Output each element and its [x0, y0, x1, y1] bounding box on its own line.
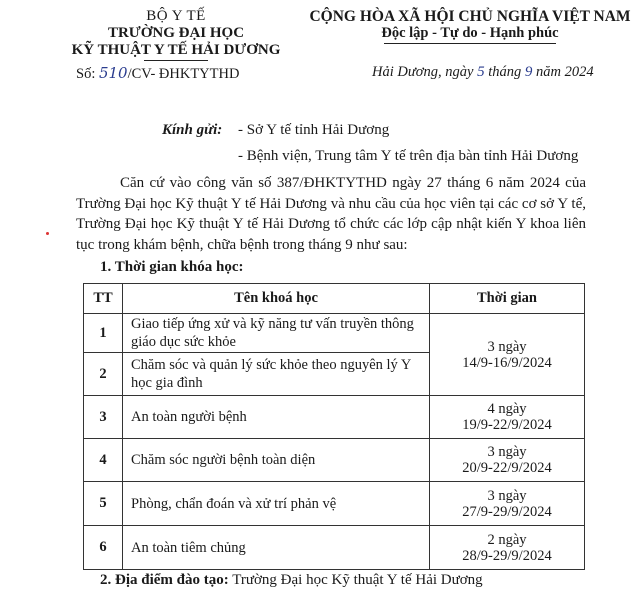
course-name: An toàn người bệnh	[123, 396, 430, 439]
course-name: Chăm sóc người bệnh toàn diện	[123, 439, 430, 482]
course-dates: 19/9-22/9/2024	[462, 417, 552, 433]
table-row	[84, 439, 585, 482]
row-number: 5	[84, 482, 123, 526]
course-schedule-table	[83, 283, 585, 570]
row-number: 1	[84, 314, 123, 353]
course-dates: 20/9-22/9/2024	[462, 460, 552, 476]
table-row	[84, 526, 585, 570]
course-time	[430, 396, 585, 439]
ink-dot	[46, 232, 49, 235]
course-duration: 4 ngày	[487, 401, 527, 417]
section1-title: 1. Thời gian khóa học:	[100, 259, 244, 275]
course-name: An toàn tiêm chủng	[123, 526, 430, 570]
table-header-row	[84, 284, 585, 314]
issue-date	[372, 64, 594, 81]
row-number: 6	[84, 526, 123, 570]
recipient-item: - Bệnh viện, Trung tâm Y tế trên địa bàn tỉnh Hải Dương	[238, 148, 579, 164]
body-paragraph	[76, 173, 586, 255]
course-name: Giao tiếp ứng xử và kỹ năng tư vấn truyền thông giáo dục sức khỏe	[123, 314, 430, 353]
date-day: 5	[477, 64, 485, 80]
course-time	[430, 314, 585, 396]
course-time	[430, 482, 585, 526]
national-header	[300, 8, 640, 44]
school-name-line2: KỸ THUẬT Y TẾ HẢI DƯƠNG	[71, 42, 281, 58]
header-time: Thời gian	[430, 284, 585, 314]
course-time	[430, 439, 585, 482]
row-number: 2	[84, 353, 123, 396]
ministry-name: BỘ Y TẾ	[146, 8, 206, 24]
table-row	[84, 314, 585, 353]
table-row	[84, 396, 585, 439]
national-title: CỘNG HÒA XÃ HỘI CHỦ NGHĨA VIỆT NAM	[309, 8, 631, 25]
document-number	[76, 64, 239, 83]
course-duration: 3 ngày	[487, 444, 527, 460]
header-course-name: Tên khoá học	[123, 284, 430, 314]
row-number: 4	[84, 439, 123, 482]
course-dates: 27/9-29/9/2024	[462, 503, 552, 520]
section2-label: 2. Địa điểm đào tạo:	[100, 572, 229, 588]
recipients-label: Kính gửi:	[162, 122, 223, 138]
header-divider-right	[384, 43, 556, 44]
course-time	[430, 526, 585, 570]
row-number: 3	[84, 396, 123, 439]
course-duration: 2 ngày	[487, 531, 527, 548]
issuer-header	[62, 8, 290, 61]
body-paragraph-text: Căn cứ vào công văn số 387/ĐHKTYTHD ngày 27 tháng 6 năm 2024 của Trường Đại học Kỹ thuật Y tế Hải Dương và nhu cầu của học viên tại các cơ sở Y tế, Trường Đại học Kỹ thuật Y tế Hải Dương tổ chức các lớp cập nhật kiến Y khoa liên tục trong khám bệnh, chữa bệnh trong tháng 9 như sau:	[76, 175, 586, 253]
doc-number-prefix: Số:	[76, 66, 99, 82]
table-row	[84, 482, 585, 526]
course-duration: 3 ngày	[487, 487, 527, 504]
doc-number-handwritten: 510	[98, 64, 128, 82]
course-dates: 14/9-16/9/2024	[462, 354, 552, 371]
course-duration: 3 ngày	[487, 338, 527, 355]
section2-value: Trường Đại học Kỹ thuật Y tế Hải Dương	[228, 572, 483, 588]
header-tt: TT	[84, 284, 123, 314]
header-divider-left	[144, 60, 208, 61]
date-part1: Hải Dương, ngày	[372, 64, 478, 80]
course-name: Chăm sóc và quản lý sức khỏe theo nguyên lý Y học gia đình	[123, 353, 430, 396]
course-dates: 28/9-29/9/2024	[462, 547, 552, 564]
recipient-item: - Sở Y tế tỉnh Hải Dương	[238, 122, 390, 138]
school-name-line1: TRƯỜNG ĐẠI HỌC	[107, 25, 245, 41]
national-motto: Độc lập - Tự do - Hạnh phúc	[381, 25, 559, 41]
doc-number-suffix: /CV- ĐHKTYTHD	[127, 66, 240, 82]
course-name: Phòng, chẩn đoán và xử trí phản vệ	[123, 482, 430, 526]
date-part2: tháng	[484, 64, 525, 80]
date-part3: năm 2024	[532, 64, 594, 80]
date-month: 9	[524, 64, 533, 80]
section2-training-location	[100, 572, 483, 589]
